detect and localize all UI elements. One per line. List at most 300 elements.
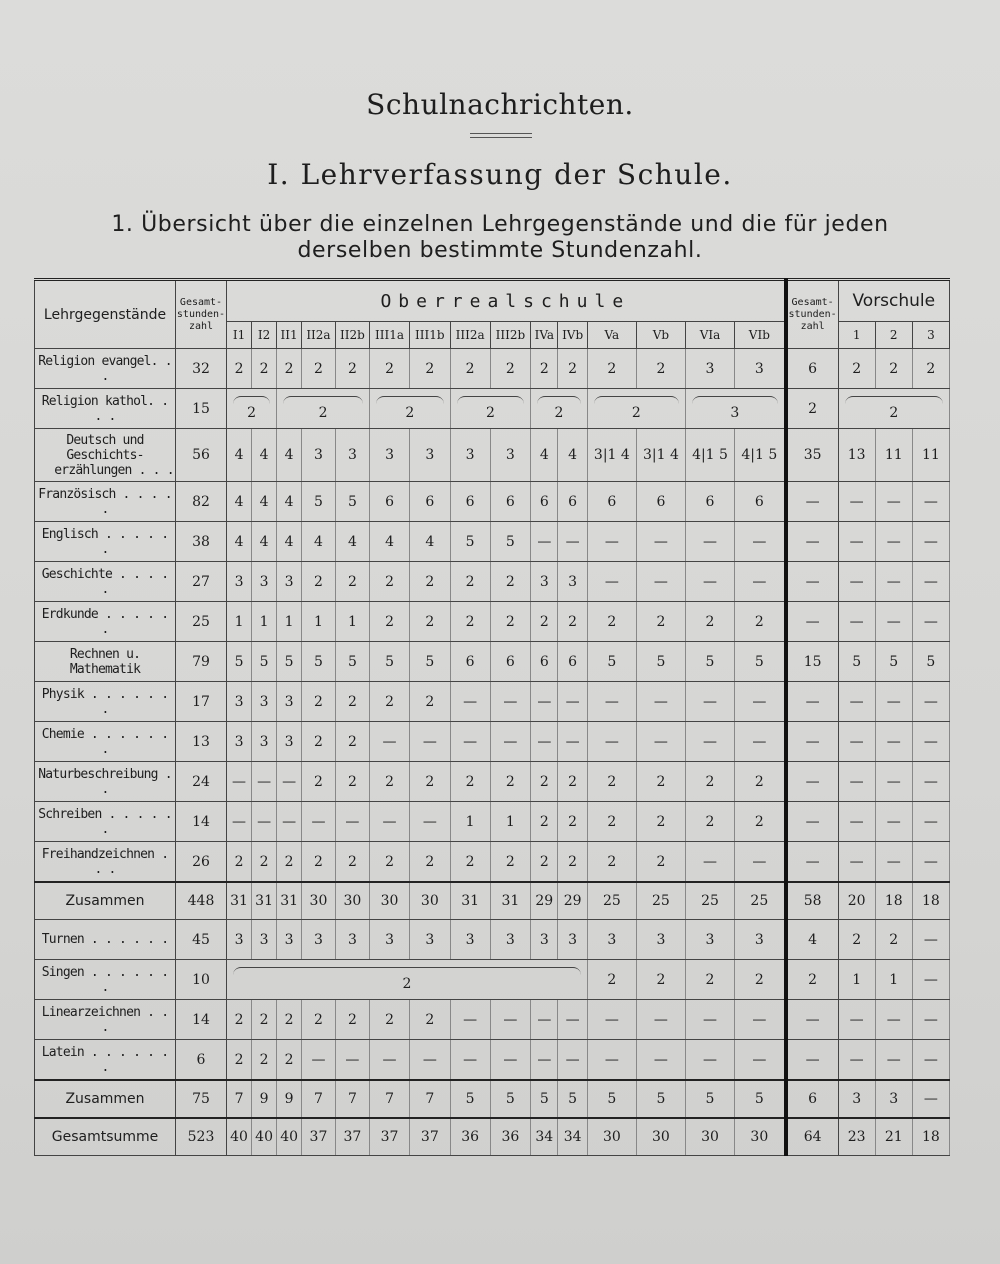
table-row	[35, 842, 950, 883]
hour-cell: 2	[370, 1000, 410, 1040]
hour-cell: 4|1 5	[735, 429, 786, 482]
hour-cell: 3	[370, 429, 410, 482]
table-row	[35, 722, 950, 762]
hour-cell: 2	[636, 842, 685, 883]
hour-cell: 3	[531, 562, 558, 602]
hour-cell: 2	[335, 682, 369, 722]
sum-cell: 36	[490, 1118, 531, 1156]
sum-cell: 29	[531, 882, 558, 920]
hour-cell: 3	[277, 682, 302, 722]
header-vor-total-line-1: Gesamt-	[791, 296, 834, 308]
hour-cell: 2	[335, 842, 369, 883]
vorschule-cell: —	[838, 1000, 875, 1040]
hour-cell: —	[450, 1040, 490, 1081]
subject-name-text: Rechnen u. Mathematik	[69, 646, 141, 677]
hour-cell: 2	[636, 960, 685, 1000]
hour-cell: 2	[685, 802, 734, 842]
sum-cell: 25	[735, 882, 786, 920]
hour-cell: 4	[410, 522, 451, 562]
sum-vorschule-cell: 3	[875, 1080, 912, 1118]
sum-cell: 30	[587, 1118, 636, 1156]
hour-cell: —	[531, 522, 558, 562]
hour-cell: 1	[227, 602, 252, 642]
hour-span-cell	[587, 389, 685, 429]
sum-row	[35, 1080, 950, 1118]
hour-cell: —	[252, 762, 277, 802]
hour-cell: 2	[410, 682, 451, 722]
hour-cell: 2	[370, 682, 410, 722]
sum-cell: 31	[227, 882, 252, 920]
table-row	[35, 920, 950, 960]
hour-cell: —	[410, 1040, 451, 1081]
subject-name	[35, 349, 176, 389]
class-header-6: III1b	[410, 322, 451, 349]
vorschule-cell: —	[912, 762, 949, 802]
vorschule-cell: —	[875, 1040, 912, 1081]
hour-cell: 2	[735, 762, 786, 802]
hour-cell: 2	[531, 762, 558, 802]
hour-cell: 6	[685, 482, 734, 522]
hour-cell: 2	[302, 842, 336, 883]
hour-cell: 2	[558, 349, 587, 389]
hour-cell: 3|1 4	[636, 429, 685, 482]
hour-cell: 1	[302, 602, 336, 642]
hour-cell: —	[735, 522, 786, 562]
hour-cell: 2	[252, 1000, 277, 1040]
sum-cell: 34	[531, 1118, 558, 1156]
vorschule-cell: —	[875, 762, 912, 802]
vorschule-total: —	[786, 802, 839, 842]
sum-cell: 9	[277, 1080, 302, 1118]
hour-cell: 2	[227, 1000, 252, 1040]
table-row	[35, 602, 950, 642]
hour-cell: 4	[302, 522, 336, 562]
sum-cell: 25	[636, 882, 685, 920]
row-total: 38	[176, 522, 227, 562]
header-vor-total-line-3: zahl	[800, 320, 825, 332]
table-row	[35, 682, 950, 722]
hour-cell: 1	[450, 802, 490, 842]
hour-cell: 3|1 4	[587, 429, 636, 482]
hour-cell: 4	[277, 482, 302, 522]
vorschule-class-header-0: 1	[838, 322, 875, 349]
section-heading: I. Lehrverfassung der Schule.	[267, 158, 733, 191]
hour-cell: —	[685, 1000, 734, 1040]
hour-cell: —	[370, 1040, 410, 1081]
hour-cell: 4	[335, 522, 369, 562]
vorschule-cell: —	[912, 960, 949, 1000]
hour-cell: —	[558, 1040, 587, 1081]
sum-cell: 25	[685, 882, 734, 920]
vorschule-cell: —	[912, 1000, 949, 1040]
hour-cell: 2	[490, 349, 531, 389]
table-row	[35, 762, 950, 802]
hour-cell: —	[636, 682, 685, 722]
class-header-12: Vb	[636, 322, 685, 349]
class-header-13: VIa	[685, 322, 734, 349]
hour-span-cell	[685, 389, 785, 429]
class-header-8: III2b	[490, 322, 531, 349]
hour-cell: 2	[450, 349, 490, 389]
hour-cell: 2	[636, 802, 685, 842]
vorschule-cell: —	[838, 842, 875, 883]
vorschule-cell: —	[875, 562, 912, 602]
vorschule-total: —	[786, 842, 839, 883]
hour-cell: 2	[277, 842, 302, 883]
vorschule-cell: —	[875, 682, 912, 722]
hour-cell: 2	[302, 562, 336, 602]
hour-cell: 6	[490, 482, 531, 522]
hour-cell: —	[587, 1000, 636, 1040]
sum-cell: 30	[685, 1118, 734, 1156]
subject-name	[35, 389, 176, 429]
row-total: 82	[176, 482, 227, 522]
row-total: 14	[176, 802, 227, 842]
sum-cell: 9	[252, 1080, 277, 1118]
sum-cell: 40	[277, 1118, 302, 1156]
vorschule-class-header-1: 2	[875, 322, 912, 349]
hour-cell: 2	[335, 722, 369, 762]
hour-cell: 5	[252, 642, 277, 682]
vorschule-cell: —	[912, 802, 949, 842]
hour-cell: 4|1 5	[685, 429, 734, 482]
hour-cell: —	[735, 562, 786, 602]
span-value: 2	[318, 405, 328, 421]
hour-cell: 6	[558, 482, 587, 522]
sum-cell: 5	[490, 1080, 531, 1118]
subject-name-text: Chemie . . . . . . .	[41, 726, 169, 757]
sum-cell: 37	[302, 1118, 336, 1156]
lesson-hours-table	[34, 278, 950, 1156]
hour-cell: 6	[370, 482, 410, 522]
hour-cell: 5	[410, 642, 451, 682]
vorschule-cell: —	[838, 722, 875, 762]
hour-cell: 6	[587, 482, 636, 522]
vorschule-total: —	[786, 762, 839, 802]
sum-cell: 37	[335, 1118, 369, 1156]
subject-name	[35, 920, 176, 960]
subject-name-text-cont: erzählungen . . .	[54, 462, 174, 478]
hour-cell: —	[450, 1000, 490, 1040]
vorschule-cell: 2	[838, 349, 875, 389]
hour-cell: 2	[302, 1000, 336, 1040]
hour-cell: 4	[227, 522, 252, 562]
class-header-2: II1	[277, 322, 302, 349]
hour-cell: 2	[277, 1000, 302, 1040]
hour-cell: —	[370, 722, 410, 762]
sum-label: Zusammen	[35, 882, 176, 920]
sum-cell: 36	[450, 1118, 490, 1156]
sum-cell: 31	[277, 882, 302, 920]
hour-cell: —	[490, 722, 531, 762]
sum-vorschule-cell: 3	[838, 1080, 875, 1118]
hour-cell: —	[735, 1040, 786, 1081]
span-brace	[845, 396, 943, 405]
subject-name-text: Französisch . . . . .	[38, 486, 172, 517]
hour-cell: 3	[685, 920, 734, 960]
table-row	[35, 389, 950, 429]
sum-cell: 40	[227, 1118, 252, 1156]
vorschule-cell: 5	[838, 642, 875, 682]
hour-cell: 5	[335, 482, 369, 522]
header-vor-total-line-2: stunden-	[788, 308, 837, 320]
vorschule-cell: —	[912, 602, 949, 642]
vorschule-total: —	[786, 1000, 839, 1040]
hour-cell: 2	[370, 349, 410, 389]
hour-cell: 6	[450, 482, 490, 522]
hour-cell: 2	[531, 802, 558, 842]
hour-cell: 3	[302, 920, 336, 960]
span-brace	[233, 396, 270, 405]
sum-cell: 31	[490, 882, 531, 920]
hour-cell: —	[558, 682, 587, 722]
hour-cell: 3	[450, 429, 490, 482]
span-value: 2	[631, 405, 641, 421]
hour-cell: 2	[587, 762, 636, 802]
sum-vorschule-cell: 21	[875, 1118, 912, 1156]
hour-cell: 2	[302, 682, 336, 722]
hour-cell: 4	[558, 429, 587, 482]
hour-cell: 3	[302, 429, 336, 482]
subject-name-text: Turnen . . . . . .	[41, 932, 169, 947]
hour-cell: —	[531, 682, 558, 722]
vorschule-cell: —	[875, 522, 912, 562]
hour-cell: —	[558, 722, 587, 762]
header-total-hours-line-3: zahl	[188, 320, 214, 332]
vorschule-total: —	[786, 482, 839, 522]
hour-cell: —	[685, 1040, 734, 1081]
subject-name	[35, 522, 176, 562]
vorschule-cell: 11	[912, 429, 949, 482]
subject-name	[35, 842, 176, 883]
sum-cell: 5	[735, 1080, 786, 1118]
hour-cell: 5	[450, 522, 490, 562]
span-value: 2	[554, 405, 564, 421]
sum-cell: 7	[302, 1080, 336, 1118]
hour-cell: 4	[531, 429, 558, 482]
table-row	[35, 522, 950, 562]
hour-cell: 2	[410, 562, 451, 602]
vorschule-cell: —	[912, 842, 949, 883]
hour-cell: 2	[252, 349, 277, 389]
subsection-heading	[40, 212, 960, 264]
sum-vorschule-cell: —	[912, 1080, 949, 1118]
hour-cell: 2	[558, 602, 587, 642]
hour-cell: 5	[685, 642, 734, 682]
subject-name-text: Deutsch und Geschichts-	[66, 432, 144, 463]
vorschule-cell: —	[912, 522, 949, 562]
hour-cell: —	[685, 682, 734, 722]
vorschule-cell: 2	[875, 920, 912, 960]
hour-cell: 5	[227, 642, 252, 682]
hour-cell: 5	[302, 642, 336, 682]
vorschule-class-header-2: 3	[912, 322, 949, 349]
subject-name	[35, 1000, 176, 1040]
subject-name-text: Singen . . . . . . .	[41, 964, 169, 995]
sum-vorschule-total: 58	[786, 882, 839, 920]
hour-cell: 2	[302, 762, 336, 802]
row-total: 13	[176, 722, 227, 762]
hour-cell: 2	[735, 960, 786, 1000]
hour-cell: 3	[558, 920, 587, 960]
hour-cell: —	[558, 1000, 587, 1040]
hour-cell: 2	[302, 722, 336, 762]
hour-cell: 2	[636, 349, 685, 389]
sum-cell: 30	[410, 882, 451, 920]
hour-cell: —	[558, 522, 587, 562]
hour-cell: 5	[587, 642, 636, 682]
hour-cell: —	[735, 842, 786, 883]
vorschule-total: 35	[786, 429, 839, 482]
vorschule-cell: —	[838, 482, 875, 522]
sum-cell: 7	[227, 1080, 252, 1118]
hour-cell: 3	[252, 920, 277, 960]
hour-cell: 2	[685, 602, 734, 642]
hour-cell: 1	[277, 602, 302, 642]
hour-cell: 2	[587, 960, 636, 1000]
vorschule-cell: —	[838, 1040, 875, 1081]
hour-cell: 3	[410, 920, 451, 960]
hour-cell: 2	[335, 562, 369, 602]
subject-name-text: Religion evangel. . .	[38, 353, 172, 384]
hour-cell: —	[277, 802, 302, 842]
span-value: 2	[485, 405, 495, 421]
vorschule-total: —	[786, 1040, 839, 1081]
hour-cell: 1	[335, 602, 369, 642]
vorschule-total: —	[786, 602, 839, 642]
vorschule-cell: —	[912, 1040, 949, 1081]
hour-cell: 2	[558, 802, 587, 842]
hour-cell: 2	[227, 842, 252, 883]
page-title: Schulnachrichten.	[366, 88, 634, 121]
row-total: 32	[176, 349, 227, 389]
subject-name	[35, 562, 176, 602]
subject-name-text: Erdkunde . . . . . .	[41, 606, 169, 637]
hour-cell: 3	[490, 429, 531, 482]
hour-cell: 3	[370, 920, 410, 960]
sum-cell: 31	[450, 882, 490, 920]
vorschule-cell: 2	[875, 349, 912, 389]
hour-cell: 3	[227, 920, 252, 960]
subject-name	[35, 482, 176, 522]
class-header-0: I1	[227, 322, 252, 349]
row-total: 27	[176, 562, 227, 602]
sum-cell: 30	[370, 882, 410, 920]
vorschule-cell: —	[912, 682, 949, 722]
sum-cell: 5	[636, 1080, 685, 1118]
subject-name	[35, 602, 176, 642]
sum-cell: 37	[410, 1118, 451, 1156]
sum-vorschule-cell: 18	[912, 882, 949, 920]
span-value: 2	[405, 405, 415, 421]
hour-cell: —	[450, 722, 490, 762]
sum-vorschule-cell: 20	[838, 882, 875, 920]
hour-cell: 3	[227, 562, 252, 602]
hour-cell: 6	[531, 642, 558, 682]
header-oberrealschule: Oberrealschule	[227, 280, 786, 322]
hour-cell: —	[531, 1040, 558, 1081]
subsection-heading-line-2: derselben bestimmte Stundenzahl.	[297, 238, 703, 263]
hour-cell: 4	[252, 429, 277, 482]
sum-cell: 25	[587, 882, 636, 920]
sum-total: 523	[176, 1118, 227, 1156]
sum-cell: 5	[685, 1080, 734, 1118]
class-header-14: VIb	[735, 322, 786, 349]
sum-row	[35, 1118, 950, 1156]
hour-cell: 6	[558, 642, 587, 682]
class-header-1: I2	[252, 322, 277, 349]
hour-cell: 5	[335, 642, 369, 682]
hour-cell: 3	[636, 920, 685, 960]
hour-cell: 2	[370, 562, 410, 602]
subject-name-text: Physik . . . . . . .	[41, 686, 169, 717]
header-total-hours-line-1: Gesamt-	[179, 296, 223, 308]
class-header-5: III1a	[370, 322, 410, 349]
hour-cell: 1	[252, 602, 277, 642]
vorschule-cell: —	[912, 482, 949, 522]
subject-name	[35, 1040, 176, 1081]
hour-cell: 4	[252, 522, 277, 562]
hour-cell: —	[587, 722, 636, 762]
table-row	[35, 642, 950, 682]
hour-cell: —	[227, 802, 252, 842]
vorschule-cell: —	[838, 762, 875, 802]
hour-cell: —	[450, 682, 490, 722]
hour-cell: 2	[410, 349, 451, 389]
class-header-4: II2b	[335, 322, 369, 349]
hour-cell: 2	[490, 842, 531, 883]
vorschule-cell: —	[875, 1000, 912, 1040]
vorschule-cell: —	[875, 842, 912, 883]
hour-cell: —	[302, 802, 336, 842]
hour-cell: 2	[558, 842, 587, 883]
span-value: 2	[402, 976, 412, 992]
subsection-heading-line-1: 1. Übersicht über die einzelnen Lehrgegenstände und die für jeden	[111, 212, 889, 237]
span-brace	[233, 967, 581, 976]
subject-name-text: Freihandzeichnen . . .	[41, 846, 169, 877]
hour-cell: 3	[252, 562, 277, 602]
hour-cell: —	[587, 562, 636, 602]
sum-cell: 30	[735, 1118, 786, 1156]
class-header-11: Va	[587, 322, 636, 349]
vorschule-cell: —	[875, 802, 912, 842]
vorschule-cell: —	[838, 522, 875, 562]
sum-cell: 7	[410, 1080, 451, 1118]
class-header-3: II2a	[302, 322, 336, 349]
vorschule-cell: 2	[838, 920, 875, 960]
hour-cell: 5	[735, 642, 786, 682]
vorschule-total: —	[786, 522, 839, 562]
hour-cell: 5	[277, 642, 302, 682]
hour-cell: 3	[252, 722, 277, 762]
hour-cell: 4	[227, 429, 252, 482]
vorschule-total: 15	[786, 642, 839, 682]
vorschule-cell: —	[875, 602, 912, 642]
hour-cell: 3	[450, 920, 490, 960]
hour-cell: 2	[410, 842, 451, 883]
hour-cell: 5	[490, 522, 531, 562]
sum-cell: 30	[335, 882, 369, 920]
header-subjects: Lehrgegenstände	[35, 280, 176, 349]
subject-name-text: Linearzeichnen . . .	[41, 1004, 169, 1035]
row-total: 6	[176, 1040, 227, 1081]
hour-cell: —	[636, 562, 685, 602]
hour-cell: 3	[490, 920, 531, 960]
hour-cell: 5	[370, 642, 410, 682]
vorschule-span-cell	[838, 389, 949, 429]
hour-cell: 3	[227, 722, 252, 762]
vorschule-cell: —	[838, 602, 875, 642]
